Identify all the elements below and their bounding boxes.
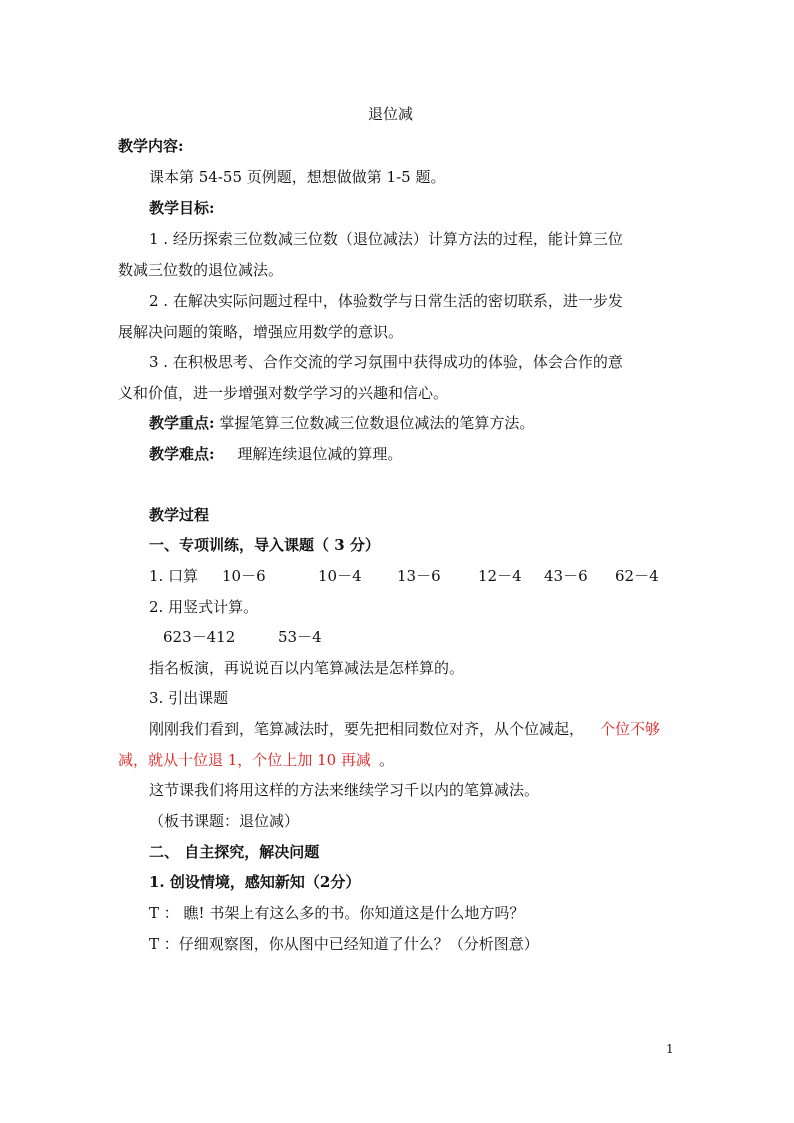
goal3-line1: 3 . 在积极思考、合作交流的学习氛围中获得成功的体验，体会合作的意 — [149, 353, 623, 371]
sub1-heading: 1. 创设情境，感知新知（2分） — [149, 873, 361, 891]
goals-heading: 教学目标: — [149, 199, 215, 217]
intro-line1-highlight: 个位不够 — [600, 720, 661, 738]
part1-heading: 一、专项训练，导入课题（ 3 分） — [149, 536, 380, 554]
teacher-line-2: T ：仔细观察图，你从图中已经知道了什么？（分析图意） — [149, 935, 539, 953]
document-title: 退位减 — [368, 105, 414, 123]
key-label: 教学重点: — [149, 414, 215, 432]
intro-line2 — [118, 750, 394, 770]
intro-line1-normal: 刚刚我们看到，笔算减法时，要先把相同数位对齐，从个位减起， — [149, 720, 585, 738]
content-text: 课本第 54-55 页例题，想想做做第 1-5 题。 — [149, 168, 446, 186]
content-heading: 教学内容: — [118, 137, 184, 155]
goal1-line1: 1 . 经历探索三位数减三位数（退位减法）计算方法的过程，能计算三位 — [149, 230, 623, 248]
difficulty-text: 理解连续退位减的算理。 — [237, 445, 403, 463]
difficulty-label: 教学难点: — [149, 445, 215, 463]
teacher-line-1: T ： 瞧! 书架上有这么多的书。你知道这是什么地方吗？ — [149, 904, 525, 922]
vertical-label: 2. 用竖式计算。 — [149, 598, 259, 616]
key-point — [149, 413, 534, 433]
goal2-line1: 2 . 在解决实际问题过程中，体验数学与日常生活的密切联系，进一步发 — [149, 292, 623, 310]
intro-line2-end: 。 — [378, 751, 394, 769]
key-text: 掌握笔算三位数减三位数退位减法的笔算方法。 — [219, 414, 535, 432]
oral-item: 43－6 — [544, 567, 588, 585]
board-title: （板书课题：退位减） — [149, 812, 300, 830]
goal1-line2: 数减三位数的退位减法。 — [118, 261, 284, 279]
lesson-text: 这节课我们将用这样的方法来继续学习千以内的笔算减法。 — [149, 781, 540, 799]
vertical-item: 623－412 — [163, 628, 236, 646]
oral-label: 1. 口算 — [149, 567, 199, 585]
oral-item: 10－4 — [318, 567, 362, 585]
goal2-line2: 展解决问题的策略，增强应用数学的意识。 — [118, 323, 404, 341]
page-number: 1 — [666, 1042, 674, 1056]
intro-label: 3. 引出课题 — [149, 689, 229, 707]
board-text: 指名板演，再说说百以内笔算减法是怎样算的。 — [149, 659, 465, 677]
process-heading: 教学过程 — [149, 506, 210, 524]
intro-line2-highlight: 减，就从十位退 1，个位上加 10 再减 — [118, 751, 371, 769]
part2-heading: 二、 自主探究，解决问题 — [149, 843, 320, 861]
difficulty-point — [149, 444, 402, 464]
oral-item: 62－4 — [615, 567, 659, 585]
intro-line1 — [149, 719, 660, 739]
goal3-line2: 义和价值，进一步增强对数学学习的兴趣和信心。 — [118, 384, 449, 402]
vertical-item: 53－4 — [278, 628, 322, 646]
oral-item: 10－6 — [222, 567, 266, 585]
oral-item: 12－4 — [478, 567, 522, 585]
oral-item: 13－6 — [397, 567, 441, 585]
